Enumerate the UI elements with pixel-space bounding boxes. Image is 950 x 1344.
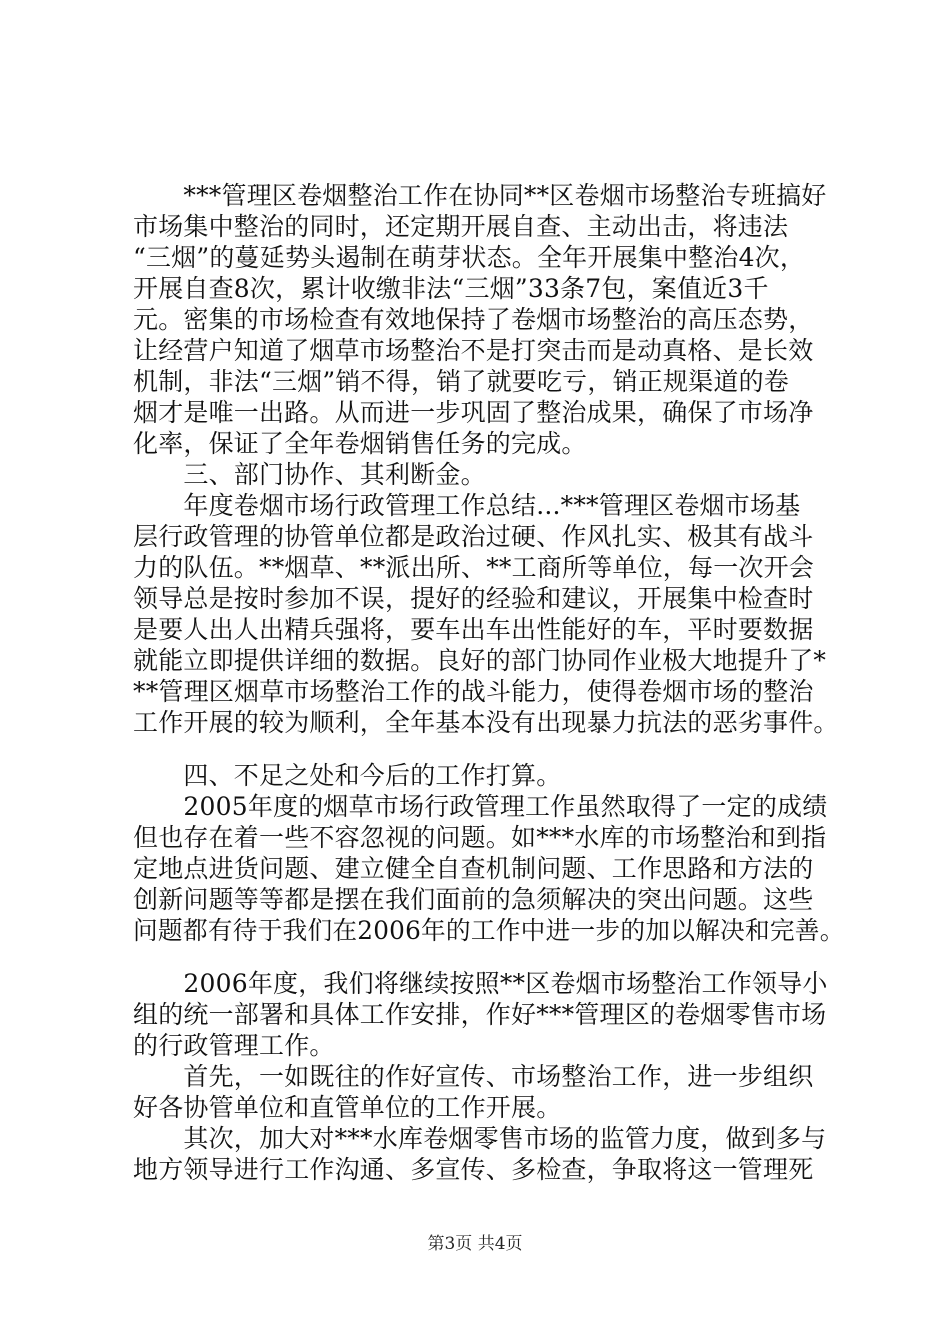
text-line: 首先，一如既往的作好宣传、市场整治工作，进一步组织 bbox=[133, 1062, 814, 1091]
text-line: 层行政管理的协管单位都是政治过硬、作风扎实、极其有战斗 bbox=[133, 522, 814, 551]
text-line: 2005年度的烟草市场行政管理工作虽然取得了一定的成绩 bbox=[133, 792, 828, 821]
text-line: 市场集中整治的同时，还定期开展自查、主动出击，将违法 bbox=[133, 212, 789, 241]
document-body bbox=[133, 180, 845, 1185]
text-line: 组的统一部署和具体工作安排，作好***管理区的卷烟零售市场 bbox=[133, 1000, 827, 1029]
text-line: 但也存在着一些不容忽视的问题。如***水库的市场整治和到指 bbox=[133, 823, 827, 852]
text-line: 创新问题等等都是摆在我们面前的急须解决的突出问题。这些 bbox=[133, 885, 814, 914]
text-line: **管理区烟草市场整治工作的战斗能力，使得卷烟市场的整治 bbox=[133, 677, 814, 706]
page-footer bbox=[0, 1233, 950, 1255]
section-heading: 四、不足之处和今后的工作打算。 bbox=[133, 761, 562, 790]
text-line: 其次，加大对***水库卷烟零售市场的监管力度，做到多与 bbox=[133, 1124, 827, 1153]
paragraph-gap bbox=[133, 946, 833, 968]
text-line: 就能立即提供详细的数据。良好的部门协同作业极大地提升了* bbox=[133, 646, 827, 675]
text-line: 问题都有待于我们在2006年的工作中进一步的加以解决和完善。 bbox=[133, 916, 845, 945]
text-line: 开展自查8次，累计收缴非法“三烟”33条7包，案值近3千 bbox=[133, 274, 769, 303]
text-line: 领导总是按时参加不误，提好的经验和建议，开展集中检查时 bbox=[133, 584, 814, 613]
text-line: ***管理区卷烟整治工作在协同**区卷烟市场整治专班搞好 bbox=[133, 181, 827, 210]
text-line: 地方领导进行工作沟通、多宣传、多检查，争取将这一管理死 bbox=[133, 1155, 814, 1184]
text-line: “三烟”的蔓延势头遏制在萌芽状态。全年开展集中整治4次， bbox=[133, 243, 806, 272]
text-line: 让经营户知道了烟草市场整治不是打突击而是动真格、是长效 bbox=[133, 336, 814, 365]
text-line: 元。密集的市场检查有效地保持了卷烟市场整治的高压态势， bbox=[133, 305, 814, 334]
text-line: 定地点进货问题、建立健全自查机制问题、工作思路和方法的 bbox=[133, 854, 814, 883]
section-heading: 三、部门协作、其利断金。 bbox=[133, 460, 486, 489]
text-line: 2006年度，我们将继续按照**区卷烟市场整治工作领导小 bbox=[133, 969, 828, 998]
page-number: 第3页 共4页 bbox=[427, 1234, 523, 1254]
text-line: 工作开展的较为顺利，全年基本没有出现暴力抗法的恶劣事件。 bbox=[133, 708, 839, 737]
text-line: 好各协管单位和直管单位的工作开展。 bbox=[133, 1093, 562, 1122]
text-line: 年度卷烟市场行政管理工作总结...***管理区卷烟市场基 bbox=[133, 491, 801, 520]
text-line: 化率，保证了全年卷烟销售任务的完成。 bbox=[133, 429, 587, 458]
paragraph-gap bbox=[133, 738, 833, 760]
text-line: 是要人出人出精兵强将，要车出车出性能好的车，平时要数据 bbox=[133, 615, 814, 644]
text-line: 烟才是唯一出路。从而进一步巩固了整治成果，确保了市场净 bbox=[133, 398, 814, 427]
text-line: 机制，非法“三烟”销不得，销了就要吃亏，销正规渠道的卷 bbox=[133, 367, 789, 396]
text-line: 的行政管理工作。 bbox=[133, 1031, 335, 1060]
text-line: 力的队伍。**烟草、**派出所、**工商所等单位，每一次开会 bbox=[133, 553, 815, 582]
